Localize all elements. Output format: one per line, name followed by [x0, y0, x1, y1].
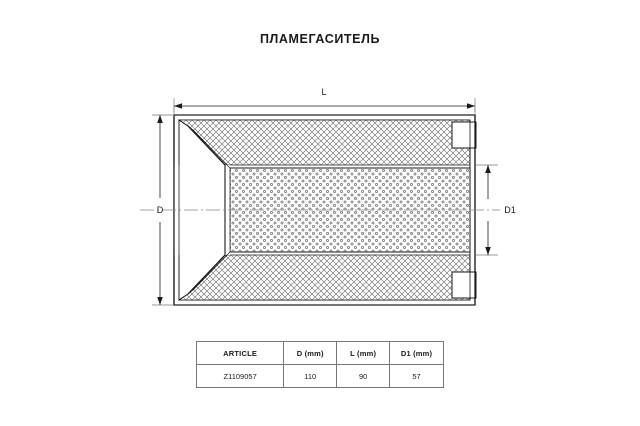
- cell-d: 110: [284, 365, 337, 388]
- column-header-l: L (mm): [337, 342, 390, 365]
- dimension-label-l: L: [321, 87, 327, 97]
- cell-l: 90: [337, 365, 390, 388]
- cell-article: Z1109057: [197, 365, 284, 388]
- table-row: [197, 365, 444, 388]
- specification-table: [196, 341, 444, 388]
- dimension-label-d1: D1: [504, 205, 516, 215]
- technical-drawing: [0, 60, 640, 330]
- page-title: ПЛАМЕГАСИТЕЛЬ: [259, 32, 381, 46]
- column-header-d: D (mm): [284, 342, 337, 365]
- column-header-article: ARTICLE: [197, 342, 284, 365]
- cell-d1: 57: [390, 365, 444, 388]
- table-header-row: [197, 342, 444, 365]
- dimension-length: [174, 87, 475, 114]
- dimension-label-d: D: [156, 205, 164, 215]
- column-header-d1: D1 (mm): [390, 342, 444, 365]
